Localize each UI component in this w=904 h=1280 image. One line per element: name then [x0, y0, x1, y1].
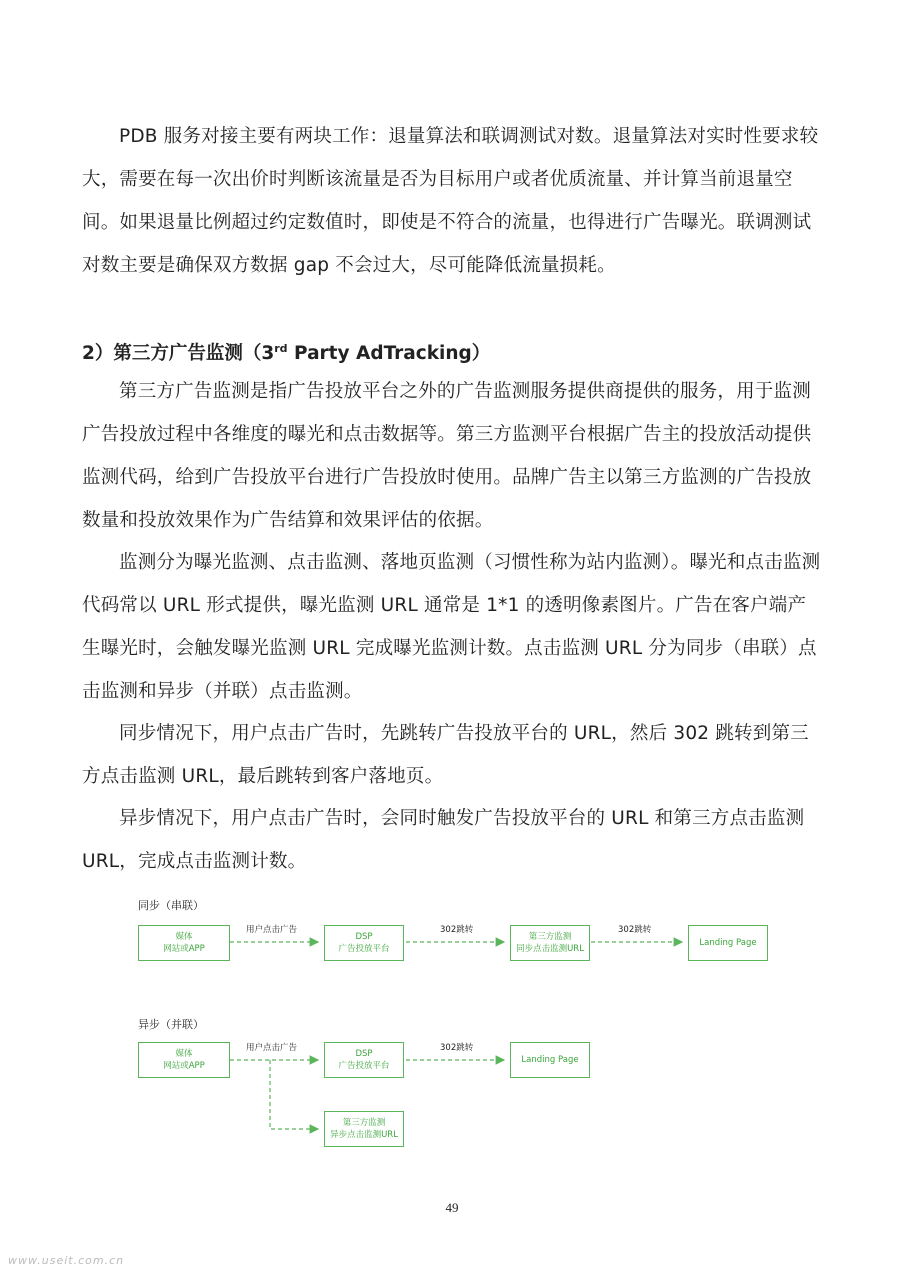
- sync-media-box: [138, 925, 230, 961]
- sync-monitor-line2: 同步点击监测URL: [516, 944, 584, 954]
- sync-dsp-line1: DSP: [355, 932, 373, 942]
- async-landing-label: Landing Page: [521, 1055, 579, 1065]
- paragraph-third-party: 第三方广告监测是指广告投放平台之外的广告监测服务提供商提供的服务，用于监测广告投放过程中各维度的曝光和点击数据等。第三方监测平台根据广告主的投放活动提供监测代码，给到广告投放平台进行广告投放时使用。品牌广告主以第三方监测的广告投放数量和投放效果作为广告结算和效果评估的依据。: [82, 381, 812, 531]
- async-label-click: 用户点击广告: [246, 1043, 298, 1053]
- async-monitor-line2: 异步点击监测URL: [330, 1130, 398, 1140]
- page-number: 49: [445, 1200, 459, 1215]
- sync-landing-box: [688, 925, 768, 961]
- async-landing-box: [510, 1042, 590, 1078]
- sync-media-line2: 网站或APP: [163, 944, 205, 954]
- async-monitor-box: [324, 1111, 404, 1147]
- heading-sup: rd: [274, 342, 288, 355]
- paragraph-monitoring-types: 监测分为曝光监测、点击监测、落地页监测（习惯性称为站内监测）。曝光和点击监测代码常以 URL 形式提供，曝光监测 URL 通常是 1*1 的透明像素图片。广告在客户端产生曝光时，会触发曝光监测 URL 完成曝光监测计数。点击监测 URL 分为同步（串联）点击监测和异步（并联）点击监测。: [82, 552, 821, 702]
- async-label-302: 302跳转: [440, 1043, 474, 1053]
- sync-label-302a: 302跳转: [440, 925, 474, 935]
- heading-suffix: Party AdTracking）: [287, 343, 491, 365]
- paragraph-pdb: PDB 服务对接主要有两块工作：退量算法和联调测试对数。退量算法对实时性要求较大，需要在每一次出价时判断该流量是否为目标用户或者优质流量、并计算当前退量空间。如果退量比例超过约定数值时，即使是不符合的流量，也得进行广告曝光。联调测试对数主要是确保双方数据 gap 不会过大，尽可能降低流量损耗。: [82, 126, 819, 276]
- async-arrow-branch: [270, 1060, 318, 1129]
- watermark: www.useit.com.cn: [8, 1254, 125, 1267]
- async-diagram-title: 异步（并联）: [138, 1018, 204, 1031]
- heading-prefix: 2）第三方广告监测（3: [82, 343, 275, 365]
- sync-dsp-line2: 广告投放平台: [338, 944, 390, 954]
- paragraph-async: 异步情况下，用户点击广告时，会同时触发广告投放平台的 URL 和第三方点击监测 URL，完成点击监测计数。: [82, 808, 805, 872]
- paragraph-sync: 同步情况下，用户点击广告时，先跳转广告投放平台的 URL，然后 302 跳转到第三方点击监测 URL，最后跳转到客户落地页。: [82, 723, 809, 787]
- sync-label-302b: 302跳转: [618, 925, 652, 935]
- async-monitor-line1: 第三方监测: [342, 1118, 386, 1128]
- async-media-line1: 媒体: [175, 1049, 193, 1059]
- async-media-line2: 网站或APP: [163, 1061, 205, 1071]
- async-dsp-box: [324, 1042, 404, 1078]
- async-dsp-line1: DSP: [355, 1049, 373, 1059]
- sync-label-click: 用户点击广告: [246, 925, 298, 935]
- sync-landing-label: Landing Page: [699, 938, 757, 948]
- sync-media-line1: 媒体: [175, 932, 193, 942]
- sync-monitor-box: [510, 925, 590, 961]
- async-media-box: [138, 1042, 230, 1078]
- sync-monitor-line1: 第三方监测: [528, 932, 572, 942]
- async-dsp-line2: 广告投放平台: [338, 1061, 390, 1071]
- sync-diagram-title: 同步（串联）: [138, 899, 204, 912]
- sync-dsp-box: [324, 925, 404, 961]
